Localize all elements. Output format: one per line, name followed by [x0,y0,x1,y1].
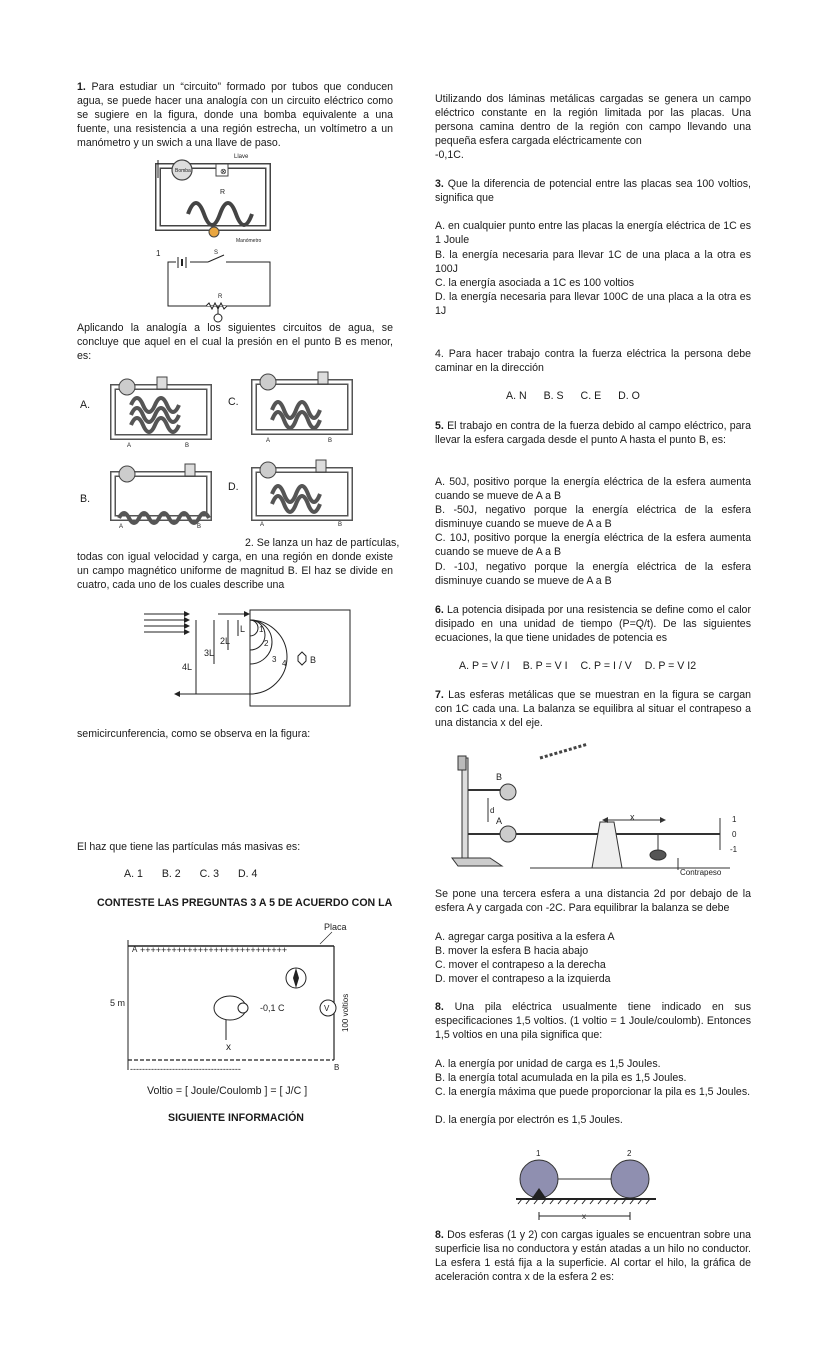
q2-option-b[interactable]: B. 2 [161,868,181,880]
volt-definition: Voltio = [ Joule/Coulomb ] = [ J/C ] [147,1085,308,1097]
question-2-options [124,868,273,880]
question-6-options [459,660,706,672]
plates-intro: Utilizando dos láminas metálicas cargadas se genera un campo eléctrico constante en la región limitada por las placas. Una persona camina dentro de la región con campo llevando una pequeña esfera cargada eléctricamente con [435,93,751,147]
plates-intro-charge: -0,1C. [435,149,464,161]
svg-text:4L: 4L [182,662,193,672]
svg-text:B: B [185,443,190,449]
question-2-head: 2. Se lanza un haz de partículas, [245,537,400,549]
question-2-question: El haz que tiene las partículas más masivas es: [77,841,301,853]
question-8b-text: Dos esferas (1 y 2) con cargas iguales se encuentran sobre una superficie lisa no conductora y están atadas a un hilo no conductor. La esfera 1 está fija a la superficie. Al cortar el hilo, la gráfica de aceleración contra x de la esfera 2 es: [435,1229,751,1283]
q2-option-a[interactable]: A. 1 [124,868,143,880]
question-8: 8. Una pila eléctrica usualmente tiene indicado en sus especificaciones 1,5 voltios. (1 voltio = 1 Joule/coulomb). Entonces 1,5 voltios en una pila significa que: [435,1001,751,1041]
q2-option-d[interactable]: D. 4 [238,868,258,880]
svg-text:++++++++++++++++++++++++++++: ++++++++++++++++++++++++++++ [140,945,288,955]
svg-text:R: R [218,294,223,300]
q4-option-d[interactable]: D. O [618,390,640,402]
question-8-text: Una pila eléctrica usualmente tiene indicado en sus especificaciones 1,5 voltios. (1 voltio = 1 Joule/coulomb). Entonces 1,5 voltios en una pila significa que: [435,1001,751,1041]
question-4-text: 4. Para hacer trabajo contra la fuerza eléctrica la persona debe caminar en la dirección [435,348,751,374]
svg-text:Manómetro: Manómetro [236,238,262,244]
q8-option-b[interactable]: B. la energía total acumulada en la pila es 1,5 Joules. [435,1072,687,1084]
q5-option-d[interactable]: D. -10J, negativo porque la energía eléctrica de la esfera disminuye cuando se mueve de A a B [435,561,751,587]
svg-text:2: 2 [264,639,269,648]
svg-text:100 voltios: 100 voltios [341,993,350,1032]
svg-text:A: A [266,438,271,444]
svg-text:B: B [310,655,317,665]
svg-text:Llave: Llave [234,154,249,160]
question-2-continuation: semicircunferencia, como se observa en la figura: [77,728,311,740]
question-2-text: todas con igual velocidad y carga, en una región en donde existe un campo magnético uniforme de magnitud B. El haz se divide en cuatro, cada uno de los cuales describe una [77,551,393,591]
svg-text:B: B [496,772,503,782]
question-7-text: Las esferas metálicas que se muestran en la figura se cargan con 1C cada una. La balanza se equilibra al situar el contrapeso a una distancia x del eje. [435,689,751,729]
instructions-heading: CONTESTE LAS PREGUNTAS 3 A 5 DE ACUERDO CON LA [97,897,393,909]
q6-option-c[interactable]: C. P = I / V [580,660,632,672]
svg-text:4: 4 [282,659,287,668]
svg-text:L: L [240,624,246,634]
q6-option-d[interactable]: D. P = V I2 [644,660,697,672]
svg-text:-1: -1 [730,845,738,854]
svg-text:B: B [328,438,333,444]
charged-plates-figure [108,920,358,1082]
option-c-label: C. [228,396,239,408]
svg-text:-0,1 C: -0,1 C [260,1003,285,1013]
svg-text:A: A [260,522,265,528]
balance-figure [450,740,750,880]
circuit-option-c[interactable] [246,370,356,448]
q8-option-d[interactable]: D. la energía por electrón es 1,5 Joules. [435,1114,623,1126]
q5-option-a[interactable]: A. 50J, positivo porque la energía eléctrica de la esfera aumenta cuando se mueve de A a B [435,476,751,502]
svg-text:3: 3 [272,655,277,664]
q6-option-a[interactable]: A. P = V / I [459,660,510,672]
q4-option-a[interactable]: A. N [506,390,527,402]
circuit-option-d[interactable] [246,458,356,532]
option-a-label: A. [80,399,91,411]
svg-text:B: B [338,522,343,528]
counterweight-icon [650,850,666,860]
option-b-label: B. [80,493,91,505]
question-5: 5. El trabajo en contra de la fuerza debido al campo eléctrico, para llevar la esfera cargada desde el punto A hasta el punto B, es: [435,420,751,446]
two-spheres-figure [512,1146,662,1226]
sphere-b-icon [500,784,516,800]
question-7-continuation: Se pone una tercera esfera a una distancia 2d por debajo de la esfera A y cargada con -2C. Para equilibrar la balanza se debe [435,888,751,914]
q6-option-b[interactable]: B. P = V I [522,660,568,672]
svg-text:B: B [334,1063,340,1072]
option-d-label: D. [228,481,239,493]
manometer-icon [209,227,219,237]
circuit-option-a[interactable] [105,375,215,453]
svg-text:3L: 3L [204,648,215,658]
question-1 [77,80,393,150]
q8-option-c[interactable]: C. la energía máxima que puede proporcionar la pila es 1,5 Joules. [435,1086,751,1098]
svg-text:5 m: 5 m [110,998,126,1008]
svg-text:x: x [226,1042,231,1053]
following-info-heading: SIGUIENTE INFORMACIÓN [168,1112,304,1124]
q3-option-b[interactable]: B. la energía necesaria para llevar 1C de una placa a la otra es 100J [435,249,751,275]
svg-text:------------------------------: ------------------------------------- [130,1064,241,1074]
question-4-options [506,390,654,402]
svg-text:2L: 2L [220,636,231,646]
svg-text:A: A [496,816,503,826]
water-circuit-figure [148,152,280,324]
svg-text:1: 1 [732,815,737,824]
svg-text:x: x [630,812,635,822]
svg-text:d: d [490,806,495,815]
svg-text:0: 0 [732,830,737,839]
svg-text:1: 1 [259,625,264,634]
question-1-continuation: Aplicando la analogía a los siguientes circuitos de agua, se concluye que aquel en el cual la presión en el punto B es menor, es: [77,322,393,362]
question-5-text: El trabajo en contra de la fuerza debido al campo eléctrico, para llevar la esfera cargada desde el punto A hasta el punto B, es: [435,420,751,446]
svg-text:B: B [197,524,202,530]
question-6-text: La potencia disipada por una resistencia se define como el calor disipado en una unidad de tiempo (P=Q/t). De las siguientes ecuaciones, la que tiene unidades de potencia es [435,604,751,644]
svg-text:⊗: ⊗ [220,167,227,176]
question-8b: 8. Dos esferas (1 y 2) con cargas iguales se encuentran sobre una superficie lisa no conductora y están atadas a un hilo no conductor. La esfera 1 está fija a la superficie. Al cortar el hilo, la gráfica de aceleración contra x de la esfera 2 es: [435,1229,751,1283]
svg-text:A: A [127,443,132,449]
question-1-number: 1. [77,81,86,93]
circuit-option-b[interactable] [105,462,215,532]
q7-option-b[interactable]: B. mover la esfera B hacia abajo [435,945,589,957]
svg-text:Bomba: Bomba [175,168,191,174]
svg-text:S: S [214,250,219,256]
svg-text:x: x [582,1212,586,1221]
question-3-text: Que la diferencia de potencial entre las placas sea 100 voltios, significa que [435,178,751,204]
q4-option-b[interactable]: B. S [543,390,564,402]
sphere-a-icon [500,826,516,842]
svg-text:V: V [324,1004,330,1013]
q7-option-d[interactable]: D. mover el contrapeso a la izquierda [435,973,611,985]
svg-text:Placa: Placa [324,922,347,932]
svg-text:A: A [119,524,124,530]
svg-text:1: 1 [536,1149,541,1158]
q8-option-a[interactable]: A. la energía por unidad de carga es 1,5 Joules. [435,1058,661,1070]
svg-text:A: A [132,945,138,954]
q5-option-b[interactable]: B. -50J, negativo porque la energía eléctrica de la esfera disminuye cuando se mueve de A a B [435,504,751,530]
q3-option-d[interactable]: D. la energía necesaria para llevar 100C de una placa a la otra es 1J [435,291,751,317]
svg-text:1: 1 [156,249,161,258]
question-7: 7. Las esferas metálicas que se muestran en la figura se cargan con 1C cada una. La balanza se equilibra al situar el contrapeso a una distancia x del eje. [435,689,751,729]
q3-option-c[interactable]: C. la energía asociada a 1C es 100 voltios [435,277,635,289]
q5-option-c[interactable]: C. 10J, positivo porque la energía eléctrica de la esfera aumenta cuando se mueve de A a B [435,532,751,558]
q7-option-a[interactable]: A. agregar carga positiva a la esfera A [435,931,615,943]
svg-text:Contrapeso: Contrapeso [680,868,722,877]
particle-beam-figure [140,608,360,708]
svg-text:R: R [220,189,226,196]
q4-option-c[interactable]: C. E [580,390,602,402]
question-1-text: Para estudiar un “circuito” formado por tubos que conducen agua, se puede hacer una analogía con un circuito eléctrico como se sugiere en la figura, donde una bomba equivalente a una fuente, una resistencia a una región estrecha, un voltímetro a un manómetro y un swich a una llave de paso. [77,81,393,149]
q7-option-c[interactable]: C. mover el contrapeso a la derecha [435,959,606,971]
q2-option-c[interactable]: C. 3 [199,868,220,880]
question-3: 3. Que la diferencia de potencial entre las placas sea 100 voltios, significa que [435,178,751,204]
svg-text:2: 2 [627,1149,632,1158]
question-6: 6. La potencia disipada por una resistencia se define como el calor disipado en una unidad de tiempo (P=Q/t). De las siguientes ecuaciones, la que tiene unidades de potencia es [435,604,751,644]
q3-option-a[interactable]: A. en cualquier punto entre las placas la energía eléctrica de 1C es 1 Joule [435,220,751,246]
